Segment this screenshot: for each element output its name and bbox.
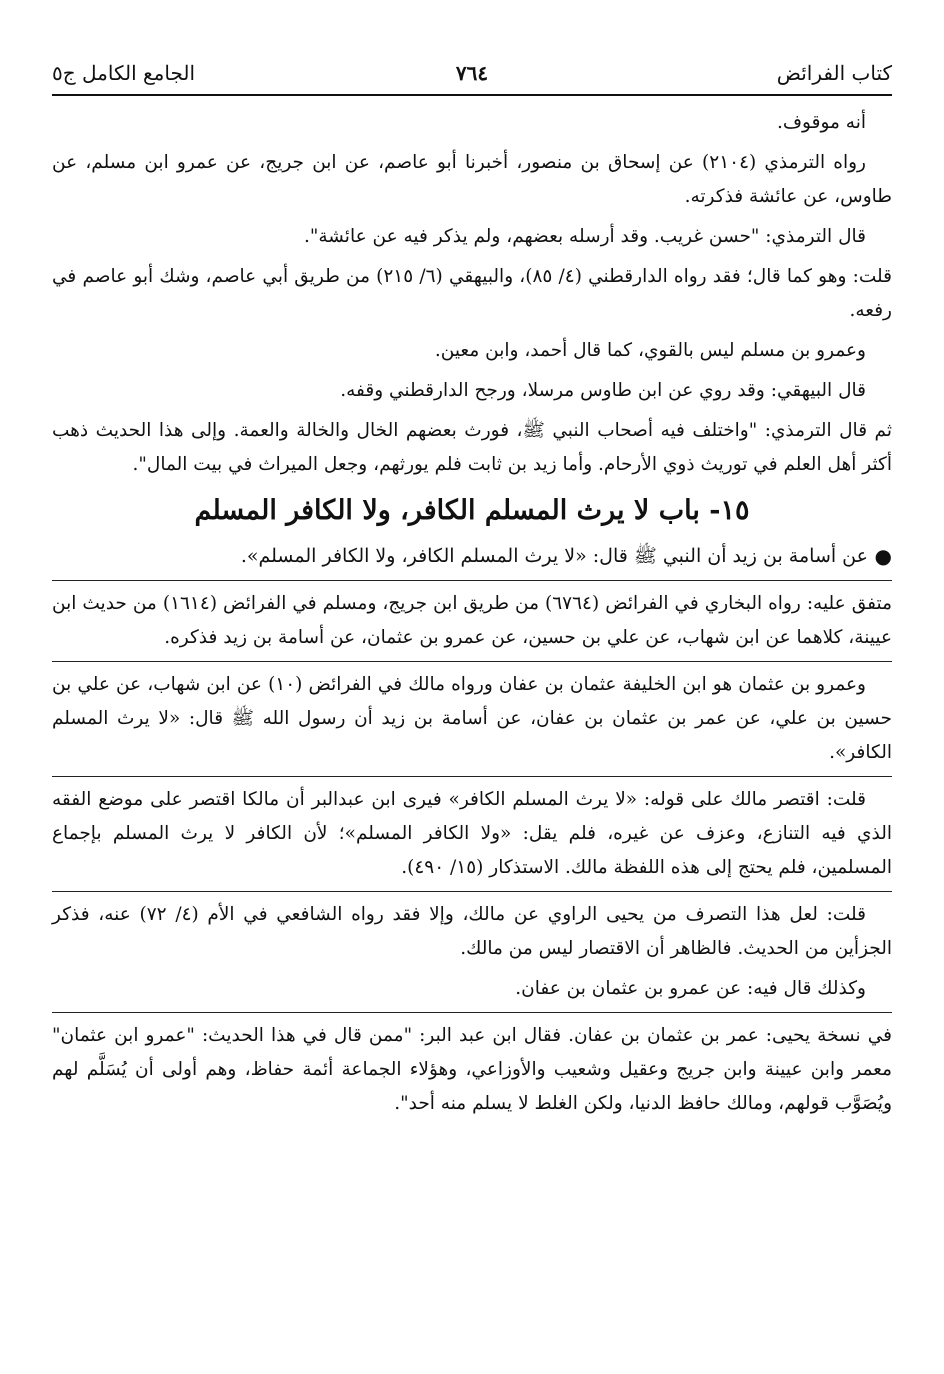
paragraph: قال الترمذي: "حسن غريب. وقد أرسله بعضهم، ولم يذكر فيه عن عائشة". xyxy=(303,226,866,247)
paragraph: وعمرو بن مسلم ليس بالقوي، كما قال أحمد، وابن معين. xyxy=(434,340,866,361)
paragraph: أنه موقوف. xyxy=(776,112,866,133)
chapter-title: ١٥- باب لا يرث المسلم الكافر، ولا الكافر المسلم xyxy=(194,495,750,526)
hadith-text xyxy=(52,538,892,574)
paragraph: قلت: وهو كما قال؛ فقد رواه الدارقطني (٤/ ٨٥)، والبيهقي (٦/ ٢١٥) من طريق أبي عاصم، وشك أبو عاصم في رفعه. xyxy=(52,266,892,321)
page-header xyxy=(52,58,892,92)
paragraph: رواه الترمذي (٢١٠٤) عن إسحاق بن منصور، أخبرنا أبو عاصم، عن ابن جريج، عن عمرو ابن مسلم، عن طاوس، عن عائشة فذكرته. xyxy=(52,152,892,207)
bullet-icon: ● xyxy=(874,544,892,568)
hadith-body: عن أسامة بن زيد أن النبي ﷺ قال: «لا يرث المسلم الكافر، ولا الكافر المسلم». xyxy=(240,545,868,567)
commentary-paragraph: وكذلك قال فيه: عن عمرو بن عثمان بن عفان. xyxy=(515,978,866,999)
commentary-paragraph: في نسخة يحيى: عمر بن عثمان بن عفان. فقال ابن عبد البر: "ممن قال في هذا الحديث: "عمرو ابن عثمان" معمر وابن عيينة وابن جريج وعقيل وشعيب والأوزاعي، وهؤلاء الجماعة أئمة حفاظ، وهم أولى أن يُسَلَّم لهم ويُصَوَّب قولهم، ومالك حافظ الدنيا، ولكن الغلط لا يسلم منه أحد". xyxy=(52,1012,892,1121)
commentary-paragraph: متفق عليه: رواه البخاري في الفرائض (٦٧٦٤) من طريق ابن جريج، ومسلم في الفرائض (١٦١٤) من حديث ابن عيينة، كلاهما عن ابن شهاب، عن علي بن حسين، عن عمرو بن عثمان، عن أسامة بن زيد فذكره. xyxy=(52,580,892,655)
paragraph: ثم قال الترمذي: "واختلف فيه أصحاب النبي ﷺ، فورث بعضهم الخال والخالة والعمة. وإلى هذا الحديث ذهب أكثر أهل العلم في توريث ذوي الأرحام. وأما زيد بن ثابت فلم يورثهم، وجعل الميراث في بيت المال". xyxy=(52,420,892,475)
series-title: الجامع الكامل ج٥ xyxy=(52,61,196,85)
page-number: ٧٦٤ xyxy=(455,61,489,85)
commentary-paragraph: وعمرو بن عثمان هو ابن الخليفة عثمان بن عفان ورواه مالك في الفرائض (١٠) عن ابن شهاب، عن علي بن حسين بن علي، عن عمر بن عثمان بن عفان، عن أسامة بن زيد أن رسول الله ﷺ قال: «لا يرث المسلم الكافر». xyxy=(52,661,892,770)
commentary-paragraph: قلت: اقتصر مالك على قوله: «لا يرث المسلم الكافر» فيرى ابن عبدالبر أن مالكا اقتصر على موضع الفقه الذي فيه التنازع، وعزف عن غيره، فلم يقل: «ولا الكافر المسلم»؛ لأن الكافر لا يرث المسلم بإجماع المسلمين، فلم يحتج إلى هذه اللفظة مالك. الاستذكار (١٥/ ٤٩٠). xyxy=(52,776,892,885)
commentary-paragraph: قلت: لعل هذا التصرف من يحيى الراوي عن مالك، وإلا فقد رواه الشافعي في الأم (٤/ ٧٢) عنه، فذكر الجزأين من الحديث. فالظاهر أن الاقتصار ليس من مالك. xyxy=(52,891,892,966)
header-rule xyxy=(52,94,892,96)
document-page xyxy=(52,58,892,1127)
paragraph: قال البيهقي: وقد روي عن ابن طاوس مرسلا، ورجح الدارقطني وقفه. xyxy=(340,380,866,401)
book-title: كتاب الفرائض xyxy=(776,61,892,85)
